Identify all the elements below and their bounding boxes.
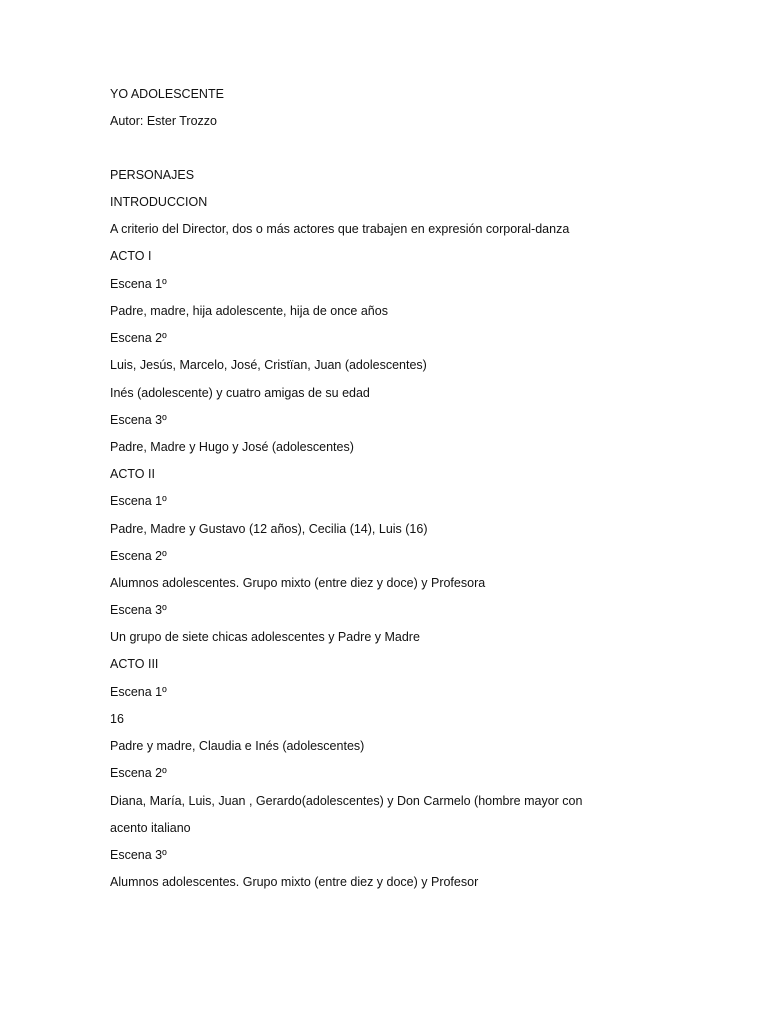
text-line: Inés (adolescente) y cuatro amigas de su edad [110,386,370,400]
text-line: A criterio del Director, dos o más actores que trabajen en expresión corporal-danza [110,222,570,236]
text-line: Un grupo de siete chicas adolescentes y Padre y Madre [110,630,420,644]
act-heading: ACTO I [110,249,152,263]
text-line: Alumnos adolescentes. Grupo mixto (entre diez y doce) y Profesor [110,875,479,889]
scene-heading: Escena 2º [110,766,167,780]
scene-heading: Escena 1º [110,685,167,699]
scene-heading: Escena 1º [110,277,167,291]
text-line: acento italiano [110,821,191,835]
text-line: 16 [110,712,124,726]
scene-heading: Escena 2º [110,549,167,563]
section-heading-introduccion: INTRODUCCION [110,195,208,209]
document-title: YO ADOLESCENTE [110,87,224,101]
scene-heading: Escena 3º [110,603,167,617]
text-line: Alumnos adolescentes. Grupo mixto (entre diez y doce) y Profesora [110,576,486,590]
section-heading-personajes: PERSONAJES [110,168,195,182]
scene-heading: Escena 1º [110,494,167,508]
document-author: Autor: Ester Trozzo [110,114,217,128]
scene-heading: Escena 3º [110,413,167,427]
text-line: Padre, Madre y Gustavo (12 años), Cecilia (14), Luis (16) [110,522,428,536]
act-heading: ACTO II [110,467,155,481]
text-line: Diana, María, Luis, Juan , Gerardo(adolescentes) y Don Carmelo (hombre mayor con [110,794,583,808]
text-line: Padre y madre, Claudia e Inés (adolescentes) [110,739,365,753]
text-line: Padre, Madre y Hugo y José (adolescentes) [110,440,354,454]
text-line: Padre, madre, hija adolescente, hija de once años [110,304,388,318]
scene-heading: Escena 3º [110,848,167,862]
act-heading: ACTO III [110,657,159,671]
scene-heading: Escena 2º [110,331,167,345]
text-line: Luis, Jesús, Marcelo, José, Cristïan, Juan (adolescentes) [110,358,427,372]
